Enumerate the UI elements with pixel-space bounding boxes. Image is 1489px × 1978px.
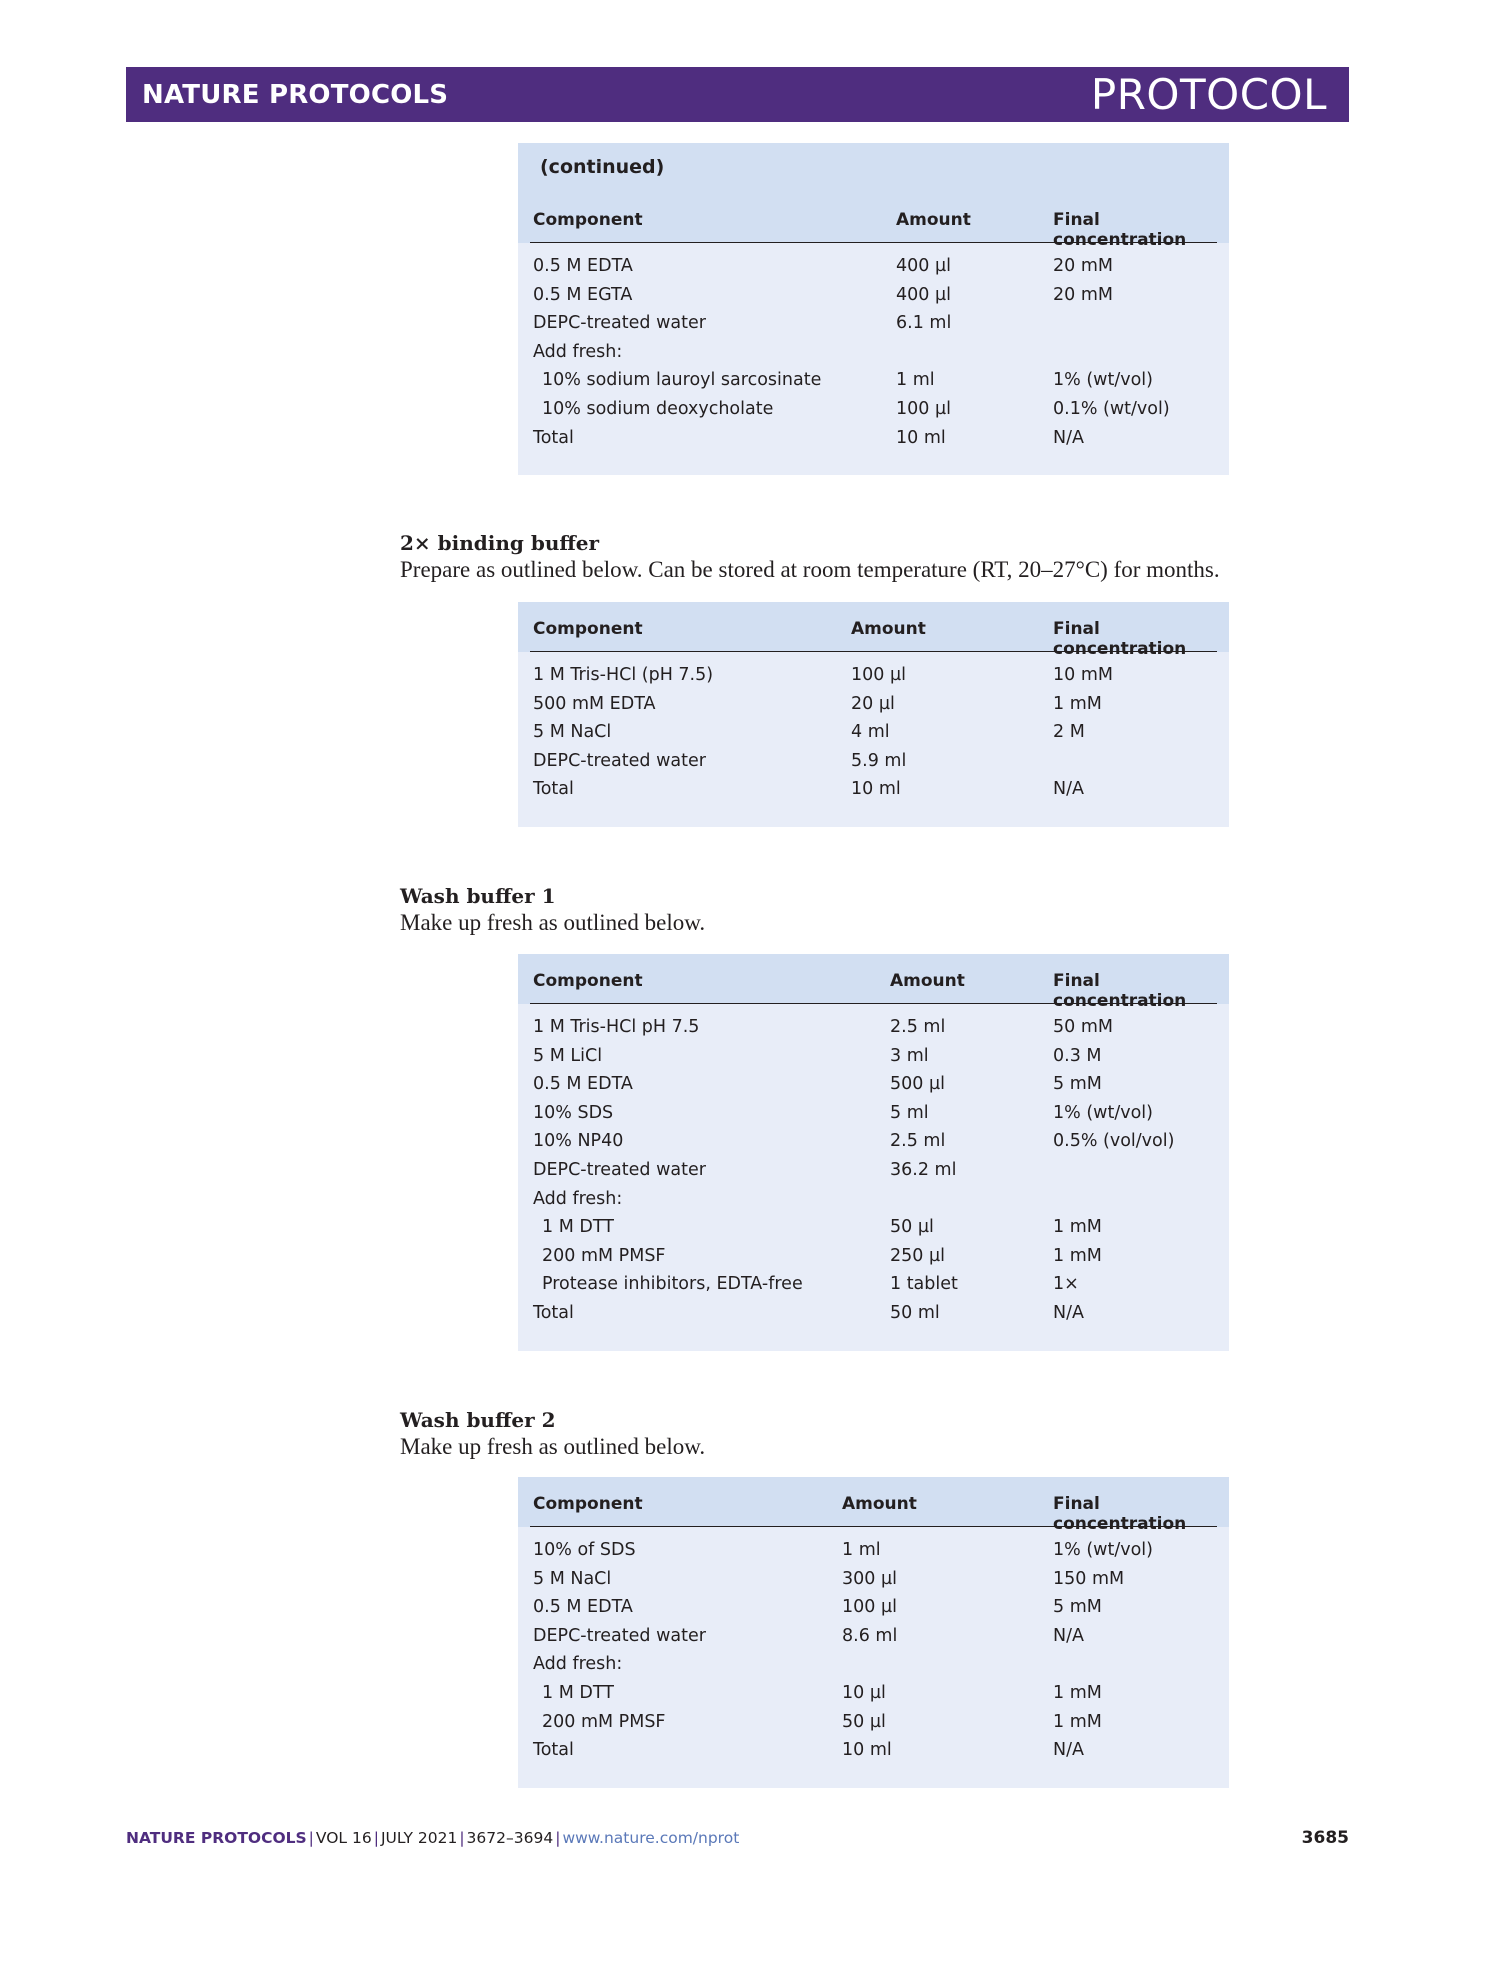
component-cell: 0.5 M EGTA	[533, 284, 633, 305]
column-header: Final concentration	[1053, 971, 1187, 1011]
component-cell: 10% SDS	[533, 1102, 614, 1123]
section-desc-wash-buffer-1: Make up fresh as outlined below.	[400, 910, 706, 935]
footer-pages: 3672–3694	[466, 1829, 554, 1847]
table-header	[518, 602, 1229, 659]
component-cell: DEPC-treated water	[533, 750, 706, 771]
page-number: 3685	[1301, 1828, 1349, 1848]
amount-cell: 20 µl	[851, 693, 895, 714]
component-cell: 1 M DTT	[542, 1217, 614, 1238]
column-header: Component	[533, 619, 643, 639]
amount-cell: 100 µl	[851, 665, 906, 685]
table-row	[518, 1737, 1229, 1766]
amount-cell: 100 µl	[842, 1597, 897, 1618]
amount-cell: 10 ml	[896, 427, 946, 448]
table-row	[518, 253, 1229, 282]
table-binding-buffer	[518, 602, 1229, 827]
article-type: PROTOCOL	[1090, 70, 1327, 119]
concentration-cell: 5 mM	[1053, 1074, 1102, 1095]
table-continued	[518, 143, 1229, 475]
table-row	[518, 1100, 1229, 1129]
concentration-cell: 0.3 M	[1053, 1045, 1102, 1066]
component-cell: 200 mM PMSF	[542, 1245, 666, 1266]
journal-banner	[126, 67, 1349, 122]
amount-cell: 300 µl	[842, 1568, 897, 1589]
amount-cell: 50 µl	[842, 1711, 886, 1732]
component-cell: 1 M Tris-HCl pH 7.5	[533, 1017, 700, 1037]
table-row	[518, 1243, 1229, 1272]
section-desc-wash-buffer-2: Make up fresh as outlined below.	[400, 1434, 706, 1459]
table-row	[518, 1651, 1229, 1680]
table-row	[518, 719, 1229, 748]
amount-cell: 1 ml	[896, 370, 935, 391]
column-header: Amount	[896, 210, 971, 230]
amount-cell: 400 µl	[896, 256, 951, 276]
concentration-cell: 150 mM	[1053, 1568, 1125, 1589]
amount-cell: 1 tablet	[890, 1274, 958, 1295]
amount-cell: 8.6 ml	[842, 1625, 898, 1646]
concentration-cell: 1 mM	[1053, 1217, 1102, 1238]
table-row	[518, 1014, 1229, 1043]
component-cell: 5 M LiCl	[533, 1045, 603, 1066]
table-row	[518, 1623, 1229, 1652]
component-cell: DEPC-treated water	[533, 1625, 706, 1646]
table-row	[518, 396, 1229, 425]
component-cell: 1 M Tris-HCl (pH 7.5)	[533, 665, 714, 685]
table-row	[518, 425, 1229, 454]
section-title-binding-buffer: 2× binding buffer	[400, 531, 600, 555]
table-row	[518, 1566, 1229, 1595]
column-header: Amount	[842, 1494, 917, 1514]
concentration-cell: 1×	[1053, 1274, 1079, 1295]
table-row	[518, 1537, 1229, 1566]
table-row	[518, 1186, 1229, 1215]
concentration-cell: 10 mM	[1053, 665, 1113, 685]
amount-cell: 10 ml	[842, 1740, 892, 1761]
amount-cell: 50 ml	[890, 1302, 940, 1323]
table-row	[518, 282, 1229, 311]
table-wash-buffer-1	[518, 954, 1229, 1351]
component-cell: 10% sodium lauroyl sarcosinate	[542, 370, 822, 391]
table-row	[518, 1594, 1229, 1623]
amount-cell: 2.5 ml	[890, 1017, 946, 1037]
table-row	[518, 310, 1229, 339]
amount-cell: 5.9 ml	[851, 750, 907, 771]
concentration-cell: 1 mM	[1053, 1711, 1102, 1732]
amount-cell: 10 µl	[842, 1682, 886, 1703]
component-cell: 10% sodium deoxycholate	[542, 398, 774, 419]
amount-cell: 3 ml	[890, 1045, 929, 1066]
component-cell: Add fresh:	[533, 1654, 623, 1675]
component-cell: 10% of SDS	[533, 1540, 636, 1560]
concentration-cell: N/A	[1053, 1740, 1084, 1761]
table-wash-buffer-2	[518, 1477, 1229, 1788]
column-header: Component	[533, 1494, 643, 1514]
table-row	[518, 662, 1229, 691]
component-cell: Total	[533, 427, 574, 448]
table-row	[518, 776, 1229, 805]
concentration-cell: 20 mM	[1053, 284, 1113, 305]
concentration-cell: 1% (wt/vol)	[1053, 370, 1153, 391]
amount-cell: 50 µl	[890, 1217, 934, 1238]
table-body	[518, 1527, 1229, 1766]
amount-cell: 250 µl	[890, 1245, 945, 1266]
column-header: Final concentration	[1053, 210, 1187, 250]
component-cell: 200 mM PMSF	[542, 1711, 666, 1732]
component-cell: Total	[533, 1302, 574, 1323]
table-row	[518, 691, 1229, 720]
amount-cell: 2.5 ml	[890, 1131, 946, 1152]
component-cell: Total	[533, 1740, 574, 1761]
table-continued-label: (continued)	[518, 143, 1229, 193]
concentration-cell: 5 mM	[1053, 1597, 1102, 1618]
table-header	[518, 193, 1229, 250]
concentration-cell: 1% (wt/vol)	[1053, 1540, 1153, 1560]
table-row	[518, 1271, 1229, 1300]
concentration-cell: 20 mM	[1053, 256, 1113, 276]
table-row	[518, 339, 1229, 368]
amount-cell: 6.1 ml	[896, 313, 952, 334]
component-cell: 5 M NaCl	[533, 1568, 612, 1589]
component-cell: DEPC-treated water	[533, 313, 706, 334]
component-cell: 500 mM EDTA	[533, 693, 656, 714]
column-header: Component	[533, 210, 643, 230]
journal-name: NATURE PROTOCOLS	[142, 80, 449, 110]
footer-volume: VOL 16	[315, 1829, 372, 1847]
amount-cell: 100 µl	[896, 398, 951, 419]
table-row	[518, 1043, 1229, 1072]
table-row	[518, 1157, 1229, 1186]
table-row	[518, 1214, 1229, 1243]
table-body	[518, 652, 1229, 805]
table-row	[518, 1128, 1229, 1157]
table-header	[518, 954, 1229, 1011]
amount-cell: 4 ml	[851, 722, 890, 743]
column-header: Amount	[890, 971, 965, 991]
concentration-cell: 1 mM	[1053, 1245, 1102, 1266]
concentration-cell: 0.1% (wt/vol)	[1053, 398, 1170, 419]
table-row	[518, 1709, 1229, 1738]
amount-cell: 1 ml	[842, 1540, 881, 1560]
amount-cell: 500 µl	[890, 1074, 945, 1095]
footer-citation: NATURE PROTOCOLS | VOL 16 | JULY 2021 | 3672–3694 | www.nature.com/nprot	[126, 1829, 740, 1847]
footer-url-link[interactable]: www.nature.com/nprot	[562, 1829, 740, 1847]
table-body	[518, 1004, 1229, 1329]
amount-cell: 400 µl	[896, 284, 951, 305]
amount-cell: 10 ml	[851, 779, 901, 800]
column-header: Amount	[851, 619, 926, 639]
section-title-wash-buffer-2: Wash buffer 2	[400, 1408, 556, 1432]
component-cell: 1 M DTT	[542, 1682, 614, 1703]
footer-date: JULY 2021	[380, 1829, 458, 1847]
table-body	[518, 243, 1229, 453]
table-row	[518, 1300, 1229, 1329]
concentration-cell: N/A	[1053, 1302, 1084, 1323]
concentration-cell: 2 M	[1053, 722, 1085, 743]
amount-cell: 5 ml	[890, 1102, 929, 1123]
component-cell: 0.5 M EDTA	[533, 256, 633, 276]
footer-journal: NATURE PROTOCOLS	[126, 1829, 307, 1847]
concentration-cell: N/A	[1053, 427, 1084, 448]
component-cell: 0.5 M EDTA	[533, 1597, 633, 1618]
column-header: Final concentration	[1053, 1494, 1187, 1534]
component-cell: Total	[533, 779, 574, 800]
concentration-cell: 1 mM	[1053, 693, 1102, 714]
component-cell: Protease inhibitors, EDTA-free	[542, 1274, 803, 1295]
component-cell: DEPC-treated water	[533, 1159, 706, 1180]
component-cell: 10% NP40	[533, 1131, 624, 1152]
table-header	[518, 1477, 1229, 1534]
table-row	[518, 1071, 1229, 1100]
concentration-cell: 0.5% (vol/vol)	[1053, 1131, 1175, 1152]
amount-cell: 36.2 ml	[890, 1159, 957, 1180]
component-cell: 5 M NaCl	[533, 722, 612, 743]
component-cell: Add fresh:	[533, 341, 623, 362]
component-cell: Add fresh:	[533, 1188, 623, 1209]
section-desc-binding-buffer: Prepare as outlined below. Can be stored at room temperature (RT, 20–27°C) for months.	[400, 557, 1220, 582]
table-row	[518, 1680, 1229, 1709]
table-row	[518, 748, 1229, 777]
concentration-cell: N/A	[1053, 1625, 1084, 1646]
concentration-cell: 1 mM	[1053, 1682, 1102, 1703]
concentration-cell: 50 mM	[1053, 1017, 1113, 1037]
column-header: Final concentration	[1053, 619, 1187, 659]
section-title-wash-buffer-1: Wash buffer 1	[400, 884, 556, 908]
column-header: Component	[533, 971, 643, 991]
concentration-cell: N/A	[1053, 779, 1084, 800]
concentration-cell: 1% (wt/vol)	[1053, 1102, 1153, 1123]
component-cell: 0.5 M EDTA	[533, 1074, 633, 1095]
table-row	[518, 367, 1229, 396]
